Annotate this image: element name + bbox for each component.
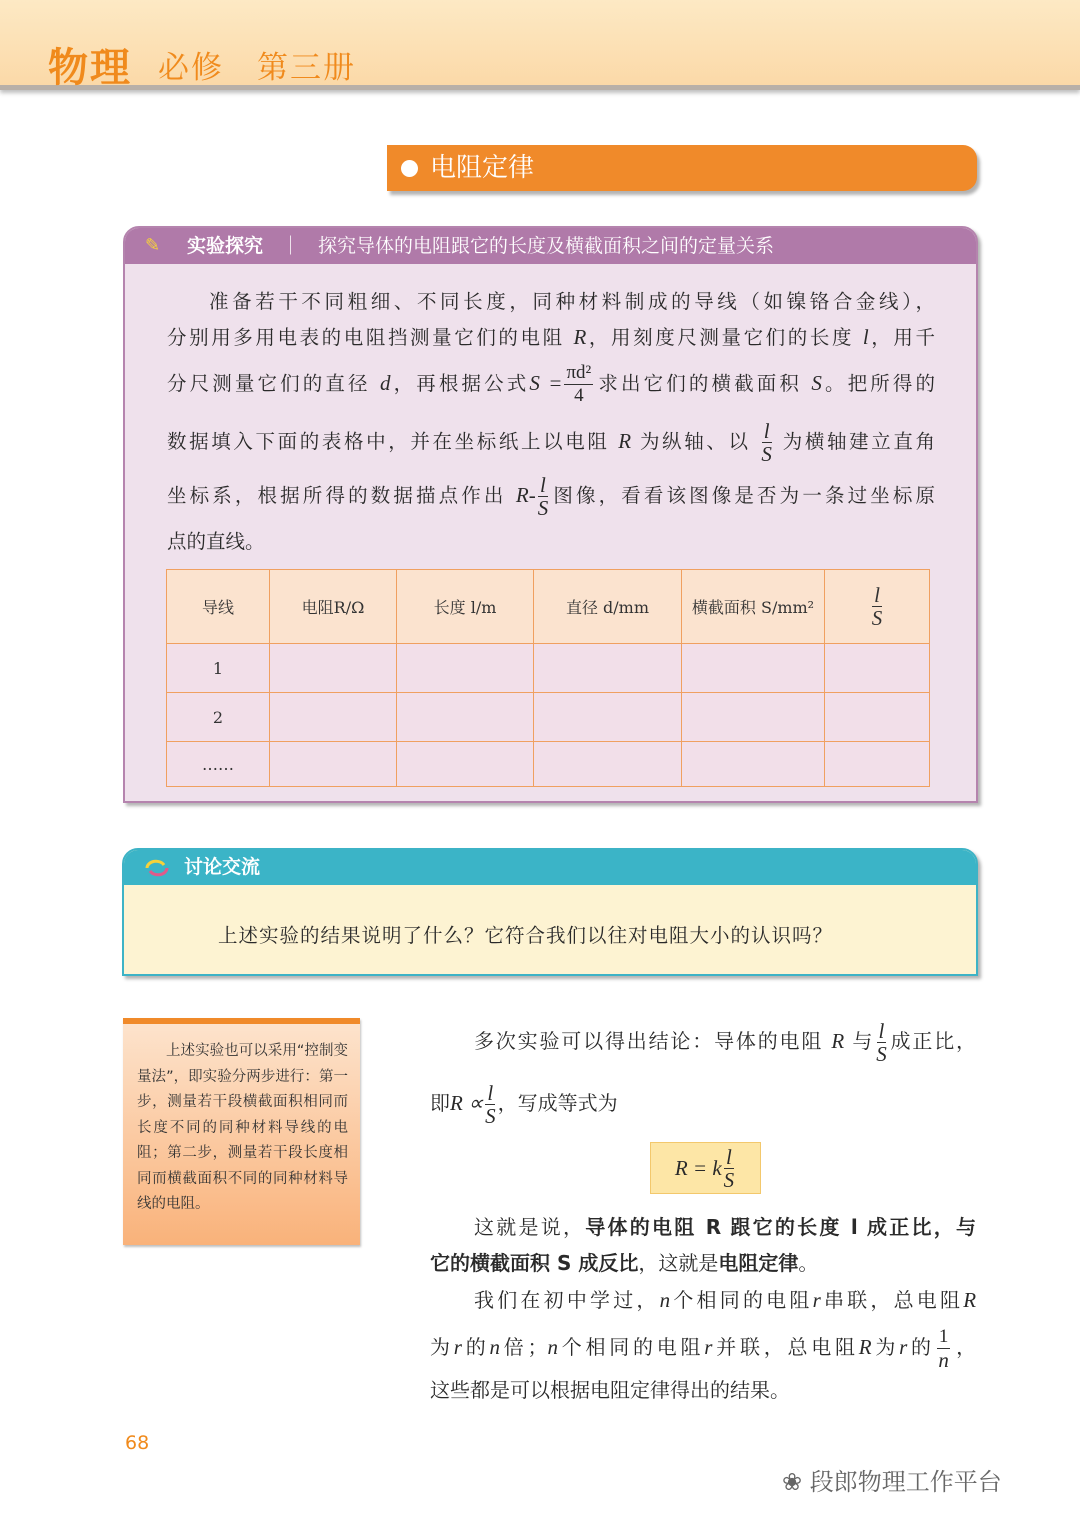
text-fragment: 个相同的电阻 bbox=[557, 1335, 705, 1359]
text-fragment: 电阻定律 bbox=[718, 1251, 799, 1275]
text-fragment: 与 bbox=[852, 1029, 875, 1053]
text-fragment: 它的横截面积 S 成反比 bbox=[430, 1251, 639, 1275]
table-header-row bbox=[167, 570, 930, 644]
text-fragment: S bbox=[871, 606, 883, 630]
text-fragment: n bbox=[938, 1348, 949, 1372]
text-fragment: 即 bbox=[430, 1091, 450, 1115]
text-fragment: S bbox=[537, 496, 549, 520]
experiment-text-line bbox=[167, 362, 935, 407]
text-fragment: 倍； bbox=[499, 1335, 548, 1359]
text-fragment: S bbox=[723, 1167, 735, 1192]
text-fragment: S = bbox=[529, 371, 563, 395]
text-fragment: R- bbox=[515, 483, 536, 507]
text-fragment: ，用千 bbox=[868, 326, 935, 349]
text-fragment: πd² bbox=[566, 362, 592, 383]
text-fragment: R bbox=[831, 1029, 845, 1053]
section-title-text: 电阻定律 bbox=[430, 153, 535, 183]
separator: ｜ bbox=[281, 235, 301, 257]
experiment-title: 探究导体的电阻跟它的长度及横截面积之间的定量关系 bbox=[318, 235, 775, 257]
text-fragment: R bbox=[573, 325, 587, 349]
text-fragment: ， bbox=[952, 1335, 977, 1359]
text-fragment: 坐标系，根据所得的数据描点作出 bbox=[167, 484, 507, 507]
text-fragment: r bbox=[453, 1335, 462, 1359]
main-text-line bbox=[430, 1082, 976, 1127]
header-cell: 长度 l/m bbox=[397, 570, 534, 644]
text-fragment: l bbox=[725, 1144, 732, 1169]
table-row bbox=[167, 644, 930, 693]
text-fragment: 数据填入下面的表格中，并在坐标纸上以电阻 bbox=[167, 430, 610, 453]
text-fragment: 的 bbox=[461, 1335, 490, 1359]
text-fragment: 个相同的电阻 bbox=[670, 1288, 813, 1312]
text-fragment: 并联，总电阻 bbox=[712, 1335, 859, 1359]
section-title bbox=[387, 145, 977, 191]
experiment-text-line bbox=[167, 420, 935, 465]
text-fragment: R bbox=[963, 1288, 977, 1312]
text-fragment: 这就是说， bbox=[474, 1215, 586, 1239]
text-fragment: 分尺测量它们的直径 bbox=[167, 372, 371, 395]
text-fragment: ，用刻度尺测量它们的长度 bbox=[586, 326, 855, 349]
text-fragment: r bbox=[899, 1335, 908, 1359]
resistance-law-formula bbox=[650, 1142, 761, 1194]
text-fragment: l bbox=[878, 1019, 885, 1043]
text-fragment: r bbox=[704, 1335, 713, 1359]
discussion-header bbox=[124, 850, 976, 885]
text-fragment: n bbox=[547, 1335, 558, 1359]
exchange-icon bbox=[144, 858, 170, 878]
experiment-text-line bbox=[167, 474, 935, 519]
row-label: …… bbox=[167, 742, 270, 787]
experiment-header bbox=[125, 228, 976, 264]
header-cell: 电阻R/Ω bbox=[270, 570, 397, 644]
text-fragment: d bbox=[379, 371, 391, 395]
header-cell: 横截面积 S/mm² bbox=[682, 570, 825, 644]
main-text-line: 这些都是可以根据电阻定律得出的结果。 bbox=[430, 1378, 790, 1402]
text-fragment: 为 bbox=[430, 1335, 454, 1359]
text-fragment: ，再根据公式 bbox=[390, 372, 530, 395]
text-fragment: S bbox=[761, 442, 772, 466]
main-text-line bbox=[430, 1247, 976, 1276]
text-fragment: l bbox=[862, 325, 869, 349]
fraction bbox=[761, 420, 772, 465]
text-fragment: 4 bbox=[574, 385, 584, 406]
side-note bbox=[123, 1018, 360, 1245]
text-fragment: 为 bbox=[871, 1335, 900, 1359]
text-fragment: R = k bbox=[674, 1155, 722, 1180]
pen-icon: ✎ bbox=[145, 235, 161, 256]
book-subject: 物理 bbox=[48, 45, 132, 91]
text-fragment: 1 bbox=[938, 1326, 949, 1347]
text-fragment: 串联，总电阻 bbox=[820, 1288, 964, 1312]
experiment-text-line: 点的直线。 bbox=[167, 530, 265, 553]
main-text-line bbox=[430, 1284, 976, 1313]
main-text-line bbox=[430, 1326, 976, 1371]
text-fragment: 导体的电阻 R 跟它的长度 l 成正比，与 bbox=[585, 1215, 976, 1239]
text-fragment: l bbox=[540, 473, 546, 497]
text-fragment: R bbox=[858, 1335, 872, 1359]
main-text-line bbox=[430, 1020, 976, 1065]
text-fragment: 的 bbox=[907, 1335, 935, 1359]
main-text-line bbox=[430, 1211, 976, 1240]
experiment-tag: 实验探究 bbox=[187, 235, 264, 257]
text-fragment: 分别用多用电表的电阻挡测量它们的电阻 bbox=[167, 326, 565, 349]
text-fragment: R ∝ bbox=[450, 1091, 484, 1115]
discussion-question: 上述实验的结果说明了什么？它符合我们以往对电阻大小的认识吗？ bbox=[218, 924, 834, 947]
experiment-text-line: 准备若干不同粗细、不同长度，同种材料制成的导线（如镍铬合金线）， bbox=[209, 290, 935, 313]
text-fragment: R bbox=[618, 429, 632, 453]
watermark bbox=[782, 1462, 1002, 1497]
text-fragment: l bbox=[487, 1081, 494, 1105]
text-fragment: 成正比， bbox=[888, 1029, 977, 1053]
page-number: 68 bbox=[125, 1432, 150, 1454]
text-fragment: 多次实验可以得出结论：导体的电阻 bbox=[474, 1029, 824, 1053]
row-label: 2 bbox=[167, 693, 270, 742]
text-fragment: l bbox=[763, 419, 770, 443]
header-cell: 导线 bbox=[167, 570, 270, 644]
wechat-icon: ❀ bbox=[782, 1468, 810, 1496]
text-fragment: S bbox=[811, 371, 822, 395]
data-table bbox=[166, 569, 930, 787]
text-fragment: S bbox=[876, 1042, 887, 1066]
text-fragment: S bbox=[485, 1104, 496, 1128]
text-fragment: 。 bbox=[798, 1251, 819, 1275]
side-note-text: 上述实验也可以采用“控制变量法”，即实验分两步进行：第一步，测量若干段横截面积相同而长度不同的同种材料导线的电阻；第二步，测量若干段长度相同而横截面积不同的同种材料导线的电阻。 bbox=[137, 1043, 348, 1212]
bullet-icon bbox=[401, 160, 418, 177]
text-fragment: 为纵轴、以 bbox=[639, 430, 751, 453]
experiment-text-line bbox=[167, 322, 935, 350]
experiment-box bbox=[123, 226, 978, 803]
fraction bbox=[538, 474, 549, 519]
text-fragment: 我们在初中学过， bbox=[474, 1288, 660, 1312]
header-cell bbox=[825, 570, 930, 644]
text-fragment: n bbox=[659, 1288, 671, 1312]
header-cell: 直径 d/mm bbox=[534, 570, 682, 644]
book-volume: 必修 第三册 bbox=[158, 50, 356, 86]
text-fragment: 。把所得的 bbox=[821, 372, 935, 395]
text-fragment: 求出它们的横截面积 bbox=[595, 372, 803, 395]
text-fragment: ，这就是 bbox=[638, 1251, 719, 1275]
text-fragment: ，写成等式为 bbox=[497, 1091, 618, 1115]
table-row bbox=[167, 693, 930, 742]
text-fragment: n bbox=[489, 1335, 500, 1359]
text-fragment: 图像，看看该图像是否为一条过坐标原 bbox=[550, 484, 935, 507]
fraction bbox=[564, 362, 593, 407]
text-fragment: l bbox=[874, 583, 880, 607]
text-fragment: 为横轴建立直角 bbox=[782, 430, 935, 453]
discussion-title: 讨论交流 bbox=[184, 856, 261, 878]
text-fragment: 段郎物理工作平台 bbox=[809, 1468, 1002, 1496]
discussion-box bbox=[122, 848, 978, 976]
row-label: 1 bbox=[167, 644, 270, 693]
table-row bbox=[167, 742, 930, 787]
text-fragment: r bbox=[812, 1288, 821, 1312]
